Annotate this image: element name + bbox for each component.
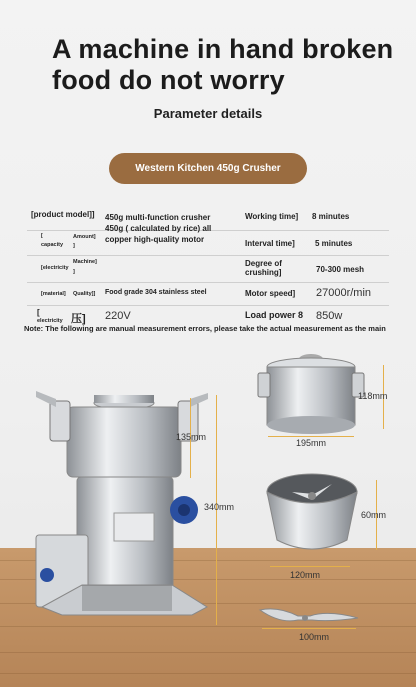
interval-time-label: Interval time] — [245, 239, 295, 248]
section-title: Parameter details — [153, 106, 263, 121]
capacity-label-d: ] — [73, 243, 75, 249]
working-time-value: 8 minutes — [312, 212, 350, 221]
degree-label: Degree of crushing] — [245, 259, 282, 277]
interval-time-value: 5 minutes — [315, 239, 353, 248]
measurement-note: Note: The following are manual measurement errors, please take the actual measurement as the main — [24, 324, 386, 333]
degree-value: 70-300 mesh — [316, 265, 365, 274]
cup-height-label: 135mm — [176, 432, 207, 442]
material-label-a: [material] — [41, 291, 66, 297]
voltage-label-b: electricity — [37, 318, 63, 324]
machine-height-label: 340mm — [204, 502, 235, 512]
container-image — [256, 345, 366, 437]
container-height-label: 118mm — [358, 391, 388, 401]
blade-cup-width-line — [270, 566, 350, 567]
capacity-label-c: capacity — [41, 242, 64, 248]
load-power-value: 850w — [316, 310, 343, 322]
product-badge: Western Kitchen 450g Crusher — [109, 153, 307, 184]
working-time-label: Working time] — [245, 212, 299, 221]
headline-line-2: food do not worry — [52, 65, 285, 95]
blade-width-line — [262, 628, 356, 629]
blade-image — [258, 604, 362, 626]
container-width-line — [268, 436, 354, 437]
load-power-label: Load power 8 — [245, 310, 304, 320]
voltage-label-c: 压] — [71, 313, 86, 325]
electricity-label-a: [electricity — [41, 265, 69, 271]
electricity-label-b: Machine] — [73, 259, 97, 265]
parameter-table — [27, 206, 389, 328]
electricity-label-c: ] — [73, 269, 75, 275]
param-row-electricity — [27, 256, 389, 283]
product-model-label: [product model]] — [31, 210, 95, 219]
headline-line-1: A machine in hand broken — [52, 34, 394, 64]
blade-cup-image — [262, 470, 362, 560]
blade-cup-height-label: 60mm — [361, 510, 387, 520]
grinder-machine-image — [22, 385, 222, 630]
capacity-label-a: [ — [41, 233, 43, 239]
blade-cup-width-label: 120mm — [290, 570, 321, 580]
material-label-b: Quality]] — [73, 291, 96, 297]
headline — [52, 34, 393, 96]
capacity-label-b: Amount] — [73, 234, 96, 240]
motor-speed-value: 27000r/min — [316, 287, 372, 299]
voltage-value: 220V — [105, 310, 131, 322]
param-row-material — [27, 283, 389, 306]
product-model-value: 450g multi-function crusher 450g ( calculated by rice) all copper high-quality motor — [105, 213, 212, 244]
container-width-label: 195mm — [296, 438, 327, 448]
voltage-label-a: [ — [37, 308, 40, 317]
material-value: Food grade 304 stainless steel — [105, 289, 207, 296]
motor-speed-label: Motor speed] — [245, 289, 296, 298]
blade-width-label: 100mm — [299, 632, 330, 642]
